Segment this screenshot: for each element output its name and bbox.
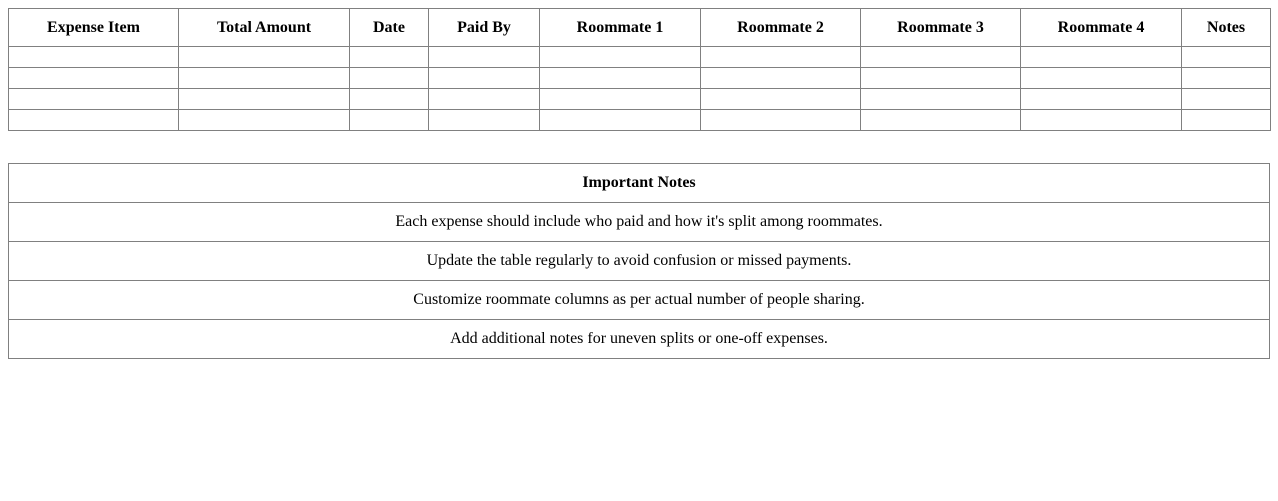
table-cell[interactable] (179, 89, 350, 110)
table-cell[interactable] (861, 68, 1021, 89)
note-item: Customize roommate columns as per actual number of people sharing. (9, 281, 1270, 320)
table-cell[interactable] (861, 89, 1021, 110)
expense-table (8, 8, 1271, 131)
column-header-roommate-2: Roommate 2 (701, 9, 861, 47)
table-cell[interactable] (701, 110, 861, 131)
table-row (9, 68, 1271, 89)
column-header-notes: Notes (1182, 9, 1271, 47)
table-cell[interactable] (701, 47, 861, 68)
table-cell[interactable] (350, 47, 429, 68)
table-cell[interactable] (350, 89, 429, 110)
table-row (9, 89, 1271, 110)
column-header-roommate-3: Roommate 3 (861, 9, 1021, 47)
table-cell[interactable] (9, 68, 179, 89)
notes-row (9, 320, 1270, 359)
table-cell[interactable] (861, 110, 1021, 131)
notes-title: Important Notes (9, 164, 1270, 203)
notes-row (9, 281, 1270, 320)
table-cell[interactable] (9, 110, 179, 131)
table-row (9, 110, 1271, 131)
table-cell[interactable] (1021, 110, 1182, 131)
column-header-date: Date (350, 9, 429, 47)
table-cell[interactable] (179, 47, 350, 68)
column-header-total-amount: Total Amount (179, 9, 350, 47)
table-cell[interactable] (1182, 47, 1271, 68)
table-cell[interactable] (9, 47, 179, 68)
table-cell[interactable] (701, 68, 861, 89)
table-cell[interactable] (540, 47, 701, 68)
table-cell[interactable] (429, 47, 540, 68)
table-cell[interactable] (1182, 110, 1271, 131)
table-cell[interactable] (540, 89, 701, 110)
table-row (9, 47, 1271, 68)
note-item: Add additional notes for uneven splits or one-off expenses. (9, 320, 1270, 359)
table-cell[interactable] (540, 68, 701, 89)
table-cell[interactable] (1021, 89, 1182, 110)
expense-header-row (9, 9, 1271, 47)
notes-row (9, 203, 1270, 242)
notes-row (9, 242, 1270, 281)
table-cell[interactable] (350, 110, 429, 131)
table-cell[interactable] (179, 110, 350, 131)
table-cell[interactable] (1182, 68, 1271, 89)
table-cell[interactable] (1182, 89, 1271, 110)
column-header-roommate-4: Roommate 4 (1021, 9, 1182, 47)
column-header-paid-by: Paid By (429, 9, 540, 47)
table-cell[interactable] (1021, 68, 1182, 89)
table-cell[interactable] (540, 110, 701, 131)
important-notes-table (8, 163, 1270, 359)
column-header-expense-item: Expense Item (9, 9, 179, 47)
note-item: Update the table regularly to avoid confusion or missed payments. (9, 242, 1270, 281)
column-header-roommate-1: Roommate 1 (540, 9, 701, 47)
note-item: Each expense should include who paid and how it's split among roommates. (9, 203, 1270, 242)
page-content (8, 8, 1270, 359)
table-cell[interactable] (701, 89, 861, 110)
table-cell[interactable] (350, 68, 429, 89)
table-cell[interactable] (429, 89, 540, 110)
table-cell[interactable] (429, 68, 540, 89)
table-cell[interactable] (9, 89, 179, 110)
table-cell[interactable] (429, 110, 540, 131)
table-cell[interactable] (861, 47, 1021, 68)
table-cell[interactable] (1021, 47, 1182, 68)
table-cell[interactable] (179, 68, 350, 89)
notes-header-row (9, 164, 1270, 203)
